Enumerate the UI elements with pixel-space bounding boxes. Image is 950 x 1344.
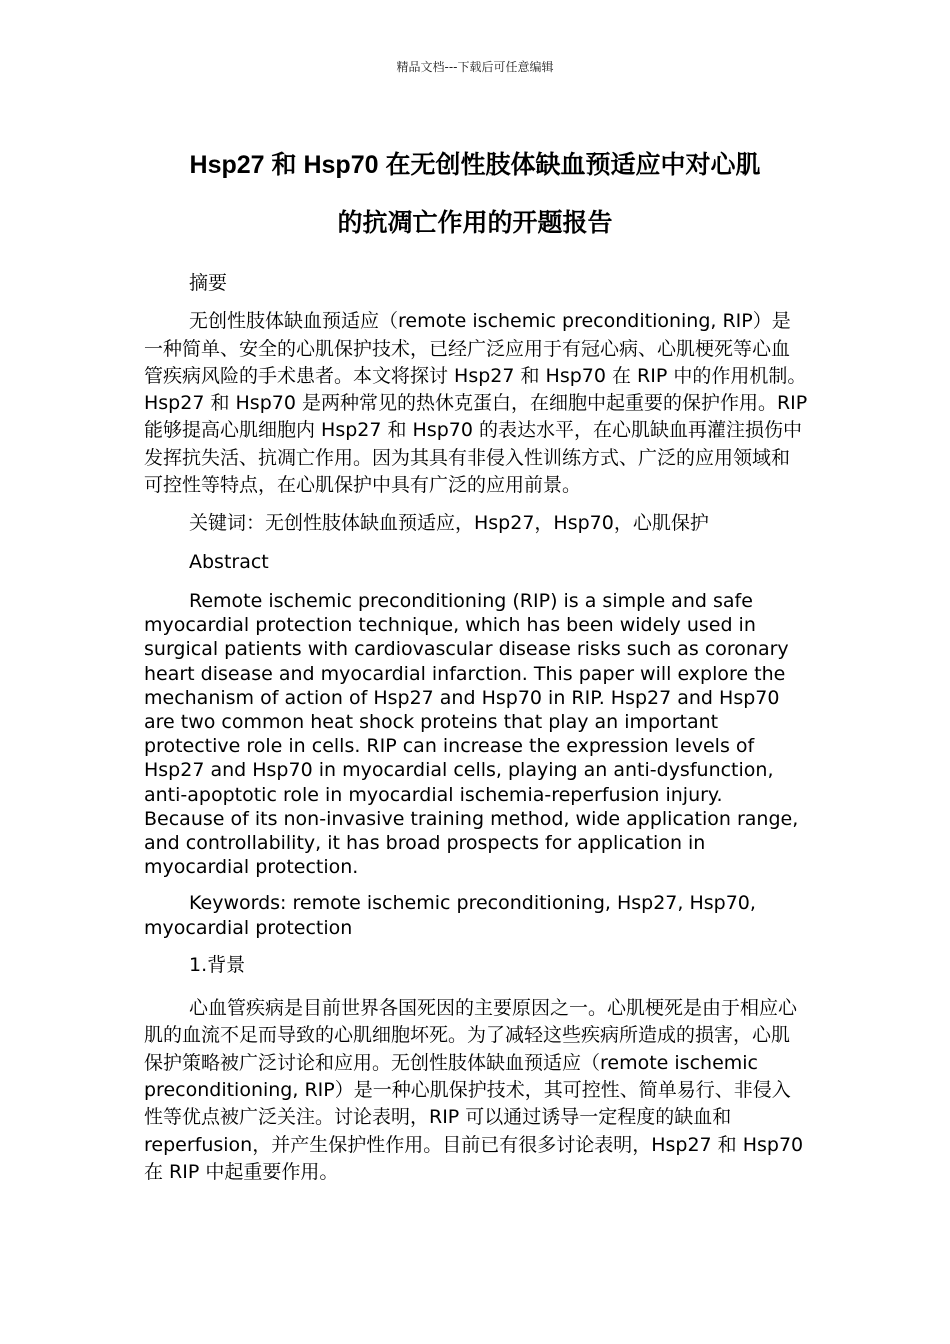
document-title <box>120 136 830 252</box>
abstract-zh-paragraph: 无创性肢体缺血预适应（remote ischemic preconditioning, RIP）是一种简单、安全的心肌保护技术，已经广泛应用于有冠心病、心肌梗死等心血管疾病风险的手术患者。本文将探讨 Hsp27 和 Hsp70 在 RIP 中的作用机制。Hsp27 和 Hsp70 是两种常见的热休克蛋白，在细胞中起重要的保护作用。RIP 能够提高心肌细胞内 Hsp27 和 Hsp70 的表达水平，在心肌缺血再灌注损伤中发挥抗失活、抗凋亡作用。因为其具有非侵入性训练方式、广泛的应用领域和可控性等特点，在心肌保护中具有广泛的应用前景。 <box>144 310 808 497</box>
abstract-en-heading: Abstract <box>189 550 269 573</box>
section-1-heading: 1.背景 <box>189 953 246 976</box>
abstract-en-paragraph: Remote ischemic preconditioning (RIP) is a simple and safe myocardial protection technique, which has been widely used in surgical patients with cardiovascular disease risks such as coronary heart disease and myocardial infarction. This paper will explore the mechanism of action of Hsp27 and Hsp70 in RIP. Hsp27 and Hsp70 are two common heat shock proteins that play an important protective role in cells. RIP can increase the expression levels of Hsp27 and Hsp70 in myocardial cells, playing an anti-dysfunction, anti-apoptotic role in myocardial ischemia-reperfusion injury. Because of its non-invasive training method, wide application range, and controllability, it has broad prospects for application in myocardial protection. <box>144 589 799 879</box>
abstract-zh-heading: 摘要 <box>189 272 228 294</box>
document-body <box>144 270 808 1186</box>
keywords-en: Keywords: remote ischemic preconditioning, Hsp27, Hsp70, myocardial protection <box>144 892 756 939</box>
section-1-paragraph: 心血管疾病是目前世界各国死因的主要原因之一。心肌梗死是由于相应心肌的血流不足而导致的心肌细胞坏死。为了减轻这些疾病所造成的损害，心肌保护策略被广泛讨论和应用。无创性肢体缺血预适应（remote ischemic preconditioning, RIP）是一种心肌保护技术，其可控性、简单易行、非侵入性等优点被广泛关注。讨论表明，RIP 可以通过诱导一定程度的缺血和 reperfusion，并产生保护性作用。目前已有很多讨论表明，Hsp27 和 Hsp70 在 RIP 中起重要作用。 <box>144 997 804 1183</box>
title-line-2: 的抗凋亡作用的开题报告 <box>337 209 613 237</box>
page-header-note: 精品文档---下载后可任意编辑 <box>396 60 554 74</box>
title-line-1: Hsp27 和 Hsp70 在无创性肢体缺血预适应中对心肌 <box>189 151 761 179</box>
keywords-zh: 关键词：无创性肢体缺血预适应，Hsp27，Hsp70，心肌保护 <box>189 512 709 535</box>
